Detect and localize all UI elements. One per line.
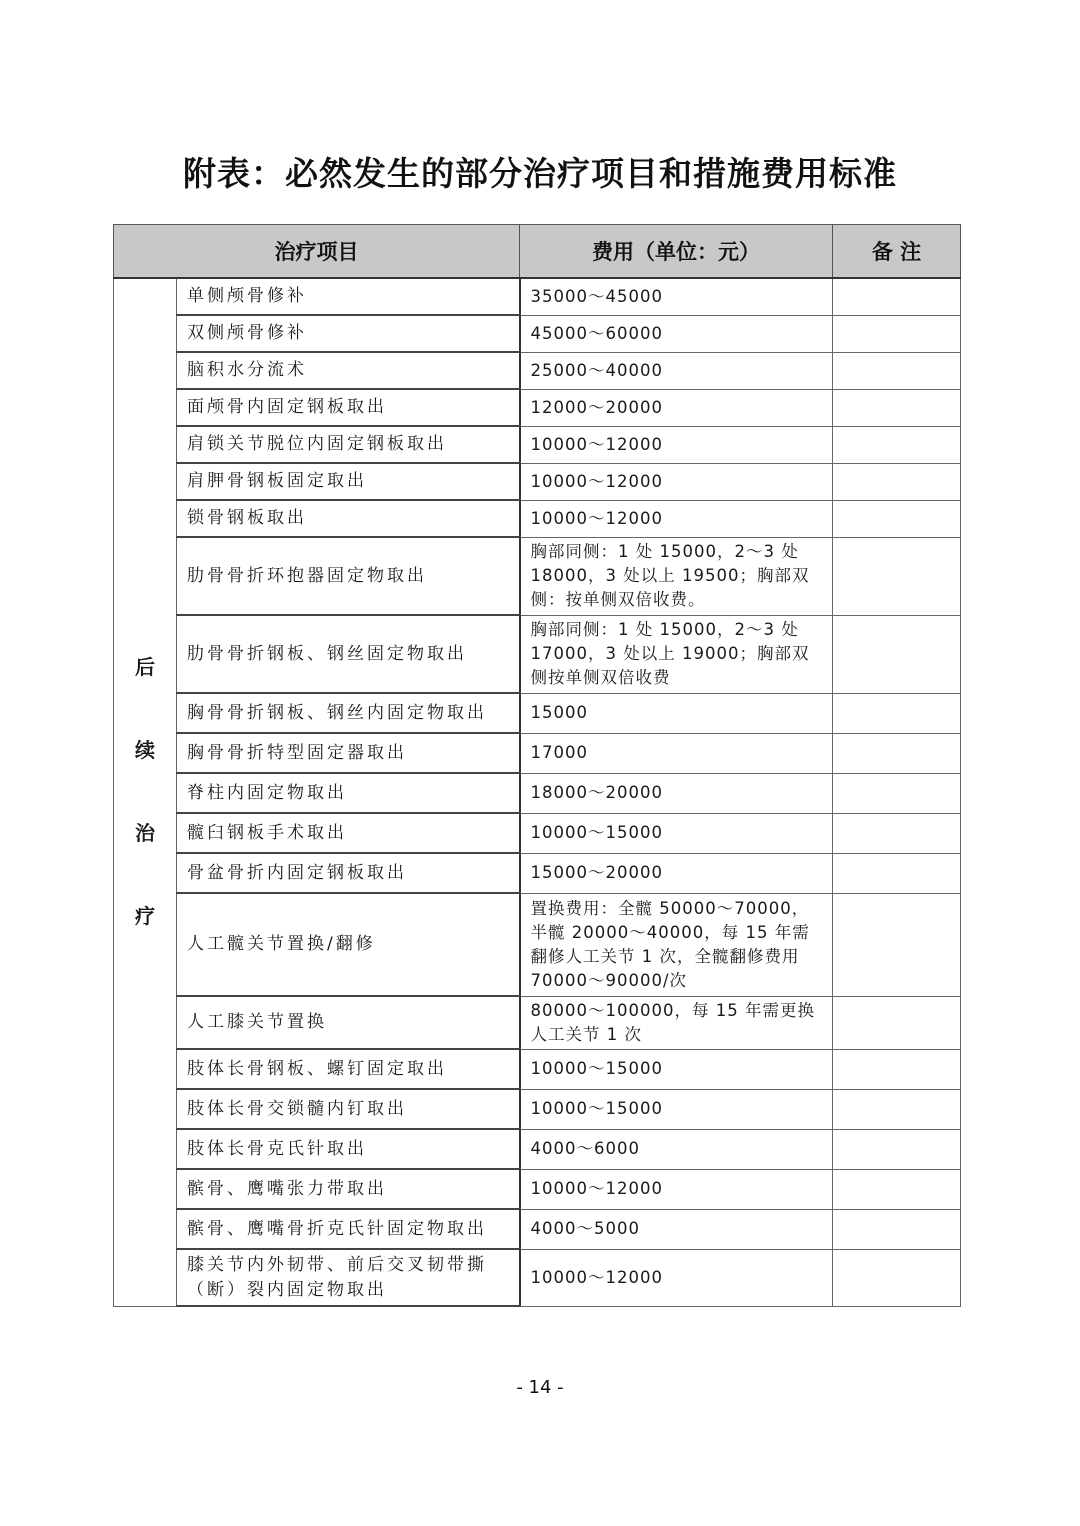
table-row — [114, 389, 961, 426]
note-cell — [833, 893, 961, 996]
treatment-item-cell: 肢体长骨交锁髓内钉取出 — [177, 1089, 520, 1129]
treatment-item-cell: 肢体长骨钢板、螺钉固定取出 — [177, 1049, 520, 1089]
note-cell — [833, 1089, 961, 1129]
cost-cell: 25000～40000 — [520, 352, 833, 389]
note-cell — [833, 733, 961, 773]
table-row — [114, 615, 961, 693]
treatment-item-cell: 胸骨骨折钢板、钢丝内固定物取出 — [177, 693, 520, 733]
note-cell — [833, 500, 961, 537]
treatment-item-cell: 人工膝关节置换 — [177, 996, 520, 1049]
cost-cell: 10000～12000 — [520, 500, 833, 537]
cost-cell: 4000～5000 — [520, 1209, 833, 1249]
category-cell — [114, 278, 177, 1306]
table-row — [114, 1049, 961, 1089]
table-row — [114, 537, 961, 615]
treatment-item-cell: 肩胛骨钢板固定取出 — [177, 463, 520, 500]
note-cell — [833, 1249, 961, 1306]
note-cell — [833, 315, 961, 352]
table-row — [114, 853, 961, 893]
table-row — [114, 1169, 961, 1209]
treatment-item-cell: 髌骨、鹰嘴张力带取出 — [177, 1169, 520, 1209]
table-row — [114, 352, 961, 389]
table-row — [114, 315, 961, 352]
table-row — [114, 773, 961, 813]
cost-cell: 17000 — [520, 733, 833, 773]
table-row — [114, 1209, 961, 1249]
cost-cell: 15000～20000 — [520, 853, 833, 893]
table-row — [114, 893, 961, 996]
table-row — [114, 278, 961, 315]
cost-cell: 10000～12000 — [520, 1249, 833, 1306]
note-cell — [833, 1169, 961, 1209]
treatment-item-cell: 脑积水分流术 — [177, 352, 520, 389]
treatment-item-cell: 单侧颅骨修补 — [177, 278, 520, 315]
treatment-item-cell: 锁骨钢板取出 — [177, 500, 520, 537]
treatment-item-cell: 面颅骨内固定钢板取出 — [177, 389, 520, 426]
cost-cell: 10000～15000 — [520, 1089, 833, 1129]
treatment-item-cell: 双侧颅骨修补 — [177, 315, 520, 352]
note-cell — [833, 693, 961, 733]
treatment-item-cell: 骨盆骨折内固定钢板取出 — [177, 853, 520, 893]
cost-cell: 4000～6000 — [520, 1129, 833, 1169]
table-row — [114, 426, 961, 463]
treatment-item-cell: 肩锁关节脱位内固定钢板取出 — [177, 426, 520, 463]
table-row — [114, 500, 961, 537]
treatment-item-cell: 肢体长骨克氏针取出 — [177, 1129, 520, 1169]
treatment-item-cell: 肋骨骨折钢板、钢丝固定物取出 — [177, 615, 520, 693]
treatment-item-cell: 髋臼钢板手术取出 — [177, 813, 520, 853]
note-cell — [833, 853, 961, 893]
table-row — [114, 733, 961, 773]
cost-cell: 35000～45000 — [520, 278, 833, 315]
cost-cell: 18000～20000 — [520, 773, 833, 813]
cost-cell: 胸部同侧：1 处 15000，2～3 处 18000，3 处以上 19500；胸部双侧：按单侧双倍收费。 — [520, 537, 833, 615]
cost-cell: 10000～12000 — [520, 426, 833, 463]
page-title: 附表：必然发生的部分治疗项目和措施费用标准 — [183, 154, 897, 193]
note-cell — [833, 813, 961, 853]
cost-cell: 12000～20000 — [520, 389, 833, 426]
note-cell — [833, 1049, 961, 1089]
note-cell — [833, 537, 961, 615]
note-cell — [833, 426, 961, 463]
category-label: 后续治疗 — [135, 655, 155, 929]
note-cell — [833, 463, 961, 500]
page-number: - 14 - — [516, 1377, 564, 1398]
cost-cell: 10000～12000 — [520, 463, 833, 500]
treatment-item-cell: 脊柱内固定物取出 — [177, 773, 520, 813]
treatment-item-cell: 肋骨骨折环抱器固定物取出 — [177, 537, 520, 615]
fee-standard-table — [113, 224, 961, 1307]
cost-cell: 80000～100000，每 15 年需更换人工关节 1 次 — [520, 996, 833, 1049]
table-row — [114, 1129, 961, 1169]
cost-cell: 胸部同侧：1 处 15000，2～3 处 17000，3 处以上 19000；胸部双侧按单侧双倍收费 — [520, 615, 833, 693]
cost-cell: 45000～60000 — [520, 315, 833, 352]
note-cell — [833, 389, 961, 426]
table-row — [114, 813, 961, 853]
cost-cell: 置换费用：全髋 50000～70000，半髋 20000～40000，每 15 年需翻修人工关节 1 次，全髋翻修费用 70000～90000/次 — [520, 893, 833, 996]
table-row — [114, 463, 961, 500]
header-item: 治疗项目 — [114, 225, 520, 279]
treatment-item-cell: 膝关节内外韧带、前后交叉韧带撕（断）裂内固定物取出 — [177, 1249, 520, 1306]
note-cell — [833, 352, 961, 389]
cost-cell: 15000 — [520, 693, 833, 733]
table-header-row — [114, 225, 961, 279]
note-cell — [833, 1209, 961, 1249]
table-row — [114, 1089, 961, 1129]
note-cell — [833, 1129, 961, 1169]
treatment-item-cell: 髌骨、鹰嘴骨折克氏针固定物取出 — [177, 1209, 520, 1249]
note-cell — [833, 996, 961, 1049]
cost-cell: 10000～15000 — [520, 1049, 833, 1089]
treatment-item-cell: 胸骨骨折特型固定器取出 — [177, 733, 520, 773]
header-cost: 费用（单位：元） — [520, 225, 833, 279]
table-row — [114, 693, 961, 733]
cost-cell: 10000～12000 — [520, 1169, 833, 1209]
note-cell — [833, 773, 961, 813]
note-cell — [833, 615, 961, 693]
header-note: 备 注 — [833, 225, 961, 279]
note-cell — [833, 278, 961, 315]
table-row — [114, 996, 961, 1049]
cost-cell: 10000～15000 — [520, 813, 833, 853]
treatment-item-cell: 人工髋关节置换/翻修 — [177, 893, 520, 996]
table-row — [114, 1249, 961, 1306]
